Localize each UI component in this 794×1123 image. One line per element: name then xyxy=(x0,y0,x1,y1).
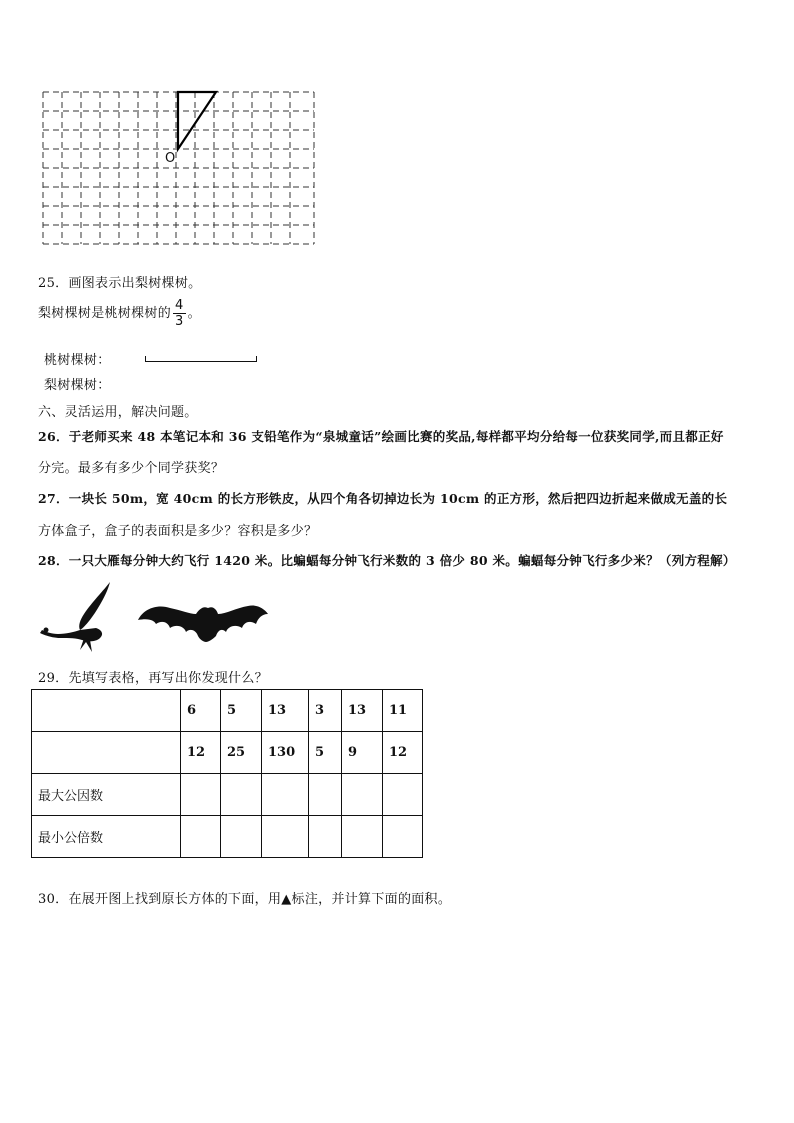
table-cell: 12 xyxy=(383,732,423,774)
bat-illustration xyxy=(138,605,268,642)
gcd-lcm-table xyxy=(31,689,423,858)
table-row xyxy=(32,774,423,816)
table-cell: 11 xyxy=(383,690,423,732)
table-row xyxy=(32,816,423,858)
bird-and-bat-illustration xyxy=(40,580,270,655)
answer-cell[interactable] xyxy=(181,816,221,858)
q25-statement-suffix: 。 xyxy=(187,306,201,321)
table-cell: 6 xyxy=(181,690,221,732)
q25-title: 25．画图表示出梨树棵树。 xyxy=(38,276,202,291)
section-six-heading: 六、灵活运用，解决问题。 xyxy=(38,405,198,420)
q27-line1: 27．一块长 50m，宽 40cm 的长方形铁皮，从四个角各切掉边长为 10cm 的正方形，然后把四边折起来做成无盖的长 xyxy=(38,491,728,506)
table-cell: 12 xyxy=(181,732,221,774)
row-label-gcd: 最大公因数 xyxy=(32,774,181,816)
table-row xyxy=(32,690,423,732)
table-cell: 3 xyxy=(309,690,342,732)
answer-cell[interactable] xyxy=(181,774,221,816)
table-cell: 9 xyxy=(342,732,383,774)
peach-bar xyxy=(145,356,257,362)
goose-illustration xyxy=(40,582,110,652)
answer-cell[interactable] xyxy=(221,816,262,858)
q26-line1: 26．于老师买来 48 本笔记本和 36 支铅笔作为“泉城童话”绘画比赛的奖品,每样都平均分给每一位获奖同学,而且都正好 xyxy=(38,429,724,444)
fraction-denominator: 3 xyxy=(175,314,184,329)
table-cell xyxy=(32,690,181,732)
q27-line2: 方体盒子，盒子的表面积是多少？容积是多少？ xyxy=(38,524,318,539)
table-cell: 5 xyxy=(221,690,262,732)
table-cell xyxy=(32,732,181,774)
table-cell: 5 xyxy=(309,732,342,774)
answer-cell[interactable] xyxy=(221,774,262,816)
table-cell: 25 xyxy=(221,732,262,774)
answer-cell[interactable] xyxy=(342,774,383,816)
answer-cell[interactable] xyxy=(383,816,423,858)
peach-label: 桃树棵树： xyxy=(44,353,111,368)
q28-line1: 28．一只大雁每分钟大约飞行 1420 米。比蝙蝠每分钟飞行米数的 3 倍少 80 米。蝙蝠每分钟飞行多少米？（列方程解） xyxy=(38,553,736,568)
grid-figure xyxy=(40,88,320,250)
q26-line2: 分完。最多有多少个同学获奖？ xyxy=(38,461,225,476)
answer-cell[interactable] xyxy=(262,774,309,816)
answer-cell[interactable] xyxy=(342,816,383,858)
table-cell: 130 xyxy=(262,732,309,774)
table-cell: 13 xyxy=(262,690,309,732)
q25-statement xyxy=(38,298,201,329)
pear-label: 梨树棵树： xyxy=(44,378,111,393)
right-triangle xyxy=(178,92,216,149)
answer-cell[interactable] xyxy=(262,816,309,858)
q29-title: 29．先填写表格，再写出你发现什么？ xyxy=(38,671,268,686)
answer-cell[interactable] xyxy=(309,774,342,816)
fraction-four-thirds xyxy=(173,298,186,329)
q30-line1: 30．在展开图上找到原长方体的下面，用▲标注，并计算下面的面积。 xyxy=(38,892,452,907)
origin-label: O xyxy=(165,151,176,166)
table-cell: 13 xyxy=(342,690,383,732)
answer-cell[interactable] xyxy=(309,816,342,858)
row-label-lcm: 最小公倍数 xyxy=(32,816,181,858)
q25-statement-prefix: 梨树棵树是桃树棵树的 xyxy=(38,306,172,321)
table-row xyxy=(32,732,423,774)
fraction-numerator: 4 xyxy=(175,298,184,313)
answer-cell[interactable] xyxy=(383,774,423,816)
